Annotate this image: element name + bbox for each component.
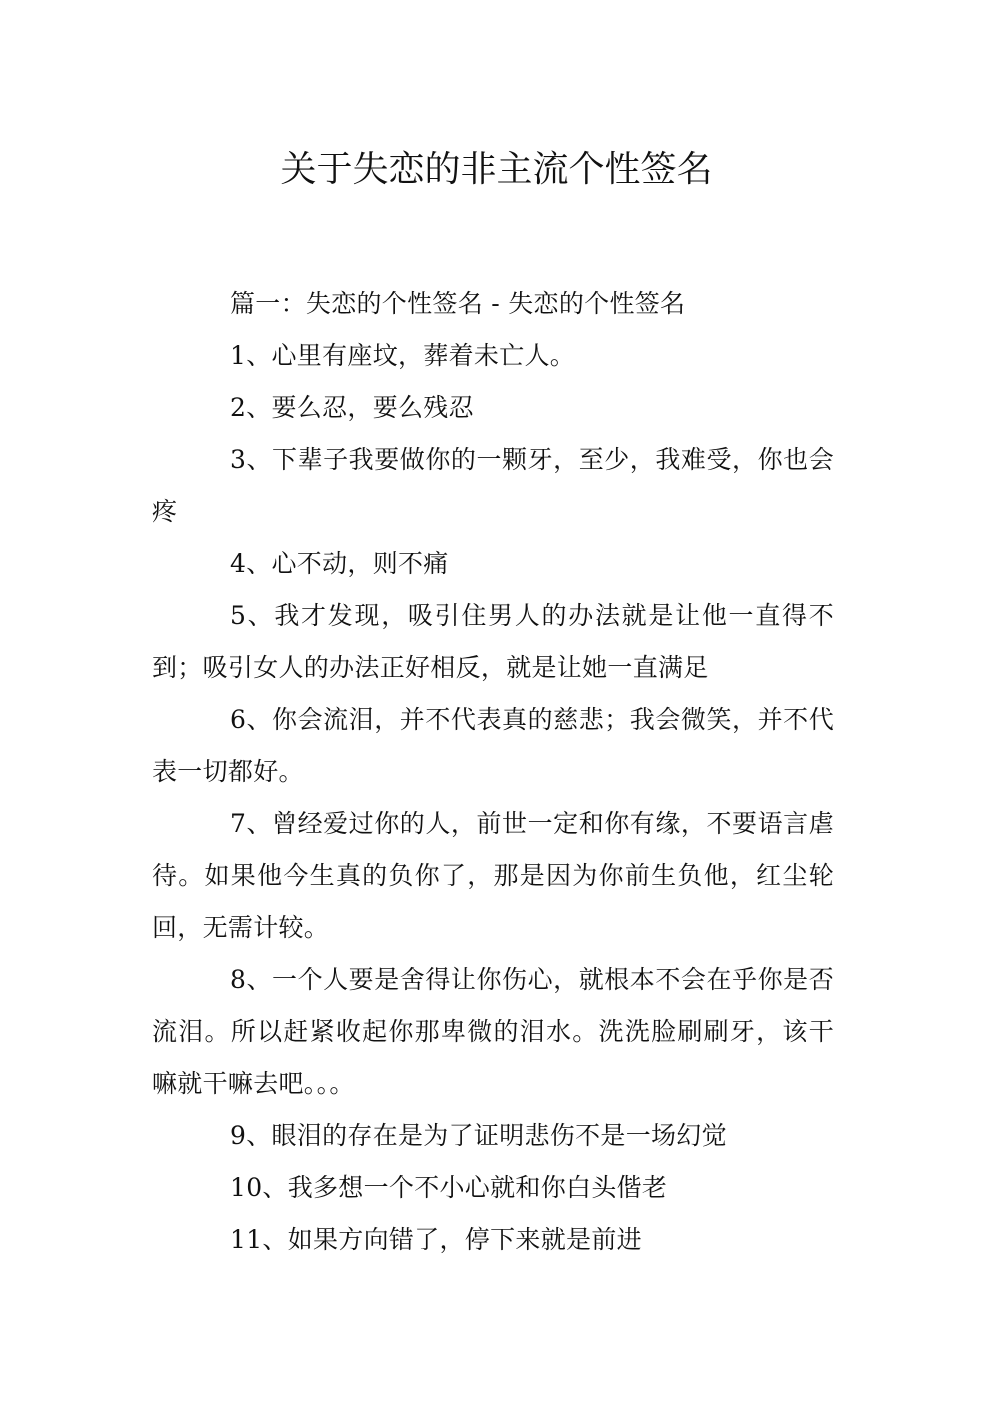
paragraph-3: 3、下辈子我要做你的一颗牙，至少，我难受，你也会疼 [152, 445, 834, 526]
document-title: 关于失恋的非主流个性签名 [280, 149, 713, 191]
paragraph-10: 10、我多想一个不小心就和你白头偕老 [230, 1173, 668, 1202]
paragraph-4: 4、心不动，则不痛 [230, 549, 449, 578]
paragraph-2: 2、要么忍，要么残忍 [230, 393, 474, 422]
paragraph-9: 9、眼泪的存在是为了证明悲伤不是一场幻觉 [230, 1121, 727, 1150]
paragraph-5: 5、我才发现，吸引住男人的办法就是让他一直得不到；吸引女人的办法正好相反，就是让她一直满足 [152, 601, 834, 682]
paragraph-8: 8、一个人要是舍得让你伤心，就根本不会在乎你是否流泪。所以赶紧收起你那卑微的泪水。洗洗脸刷刷牙，该干嘛就干嘛去吧。。。 [152, 965, 834, 1098]
document-body [152, 278, 834, 1266]
paragraph-7: 7、曾经爱过你的人，前世一定和你有缘，不要语言虐待。如果他今生真的负你了，那是因为你前生负他，红尘轮回，无需计较。 [152, 809, 834, 942]
paragraph-11: 11、如果方向错了，停下来就是前进 [230, 1225, 642, 1254]
paragraph-1: 1、心里有座坟，葬着未亡人。 [230, 341, 576, 370]
section-heading: 篇一：失恋的个性签名 - 失恋的个性签名 [230, 289, 686, 318]
paragraph-6: 6、你会流泪，并不代表真的慈悲；我会微笑，并不代表一切都好。 [152, 705, 834, 786]
